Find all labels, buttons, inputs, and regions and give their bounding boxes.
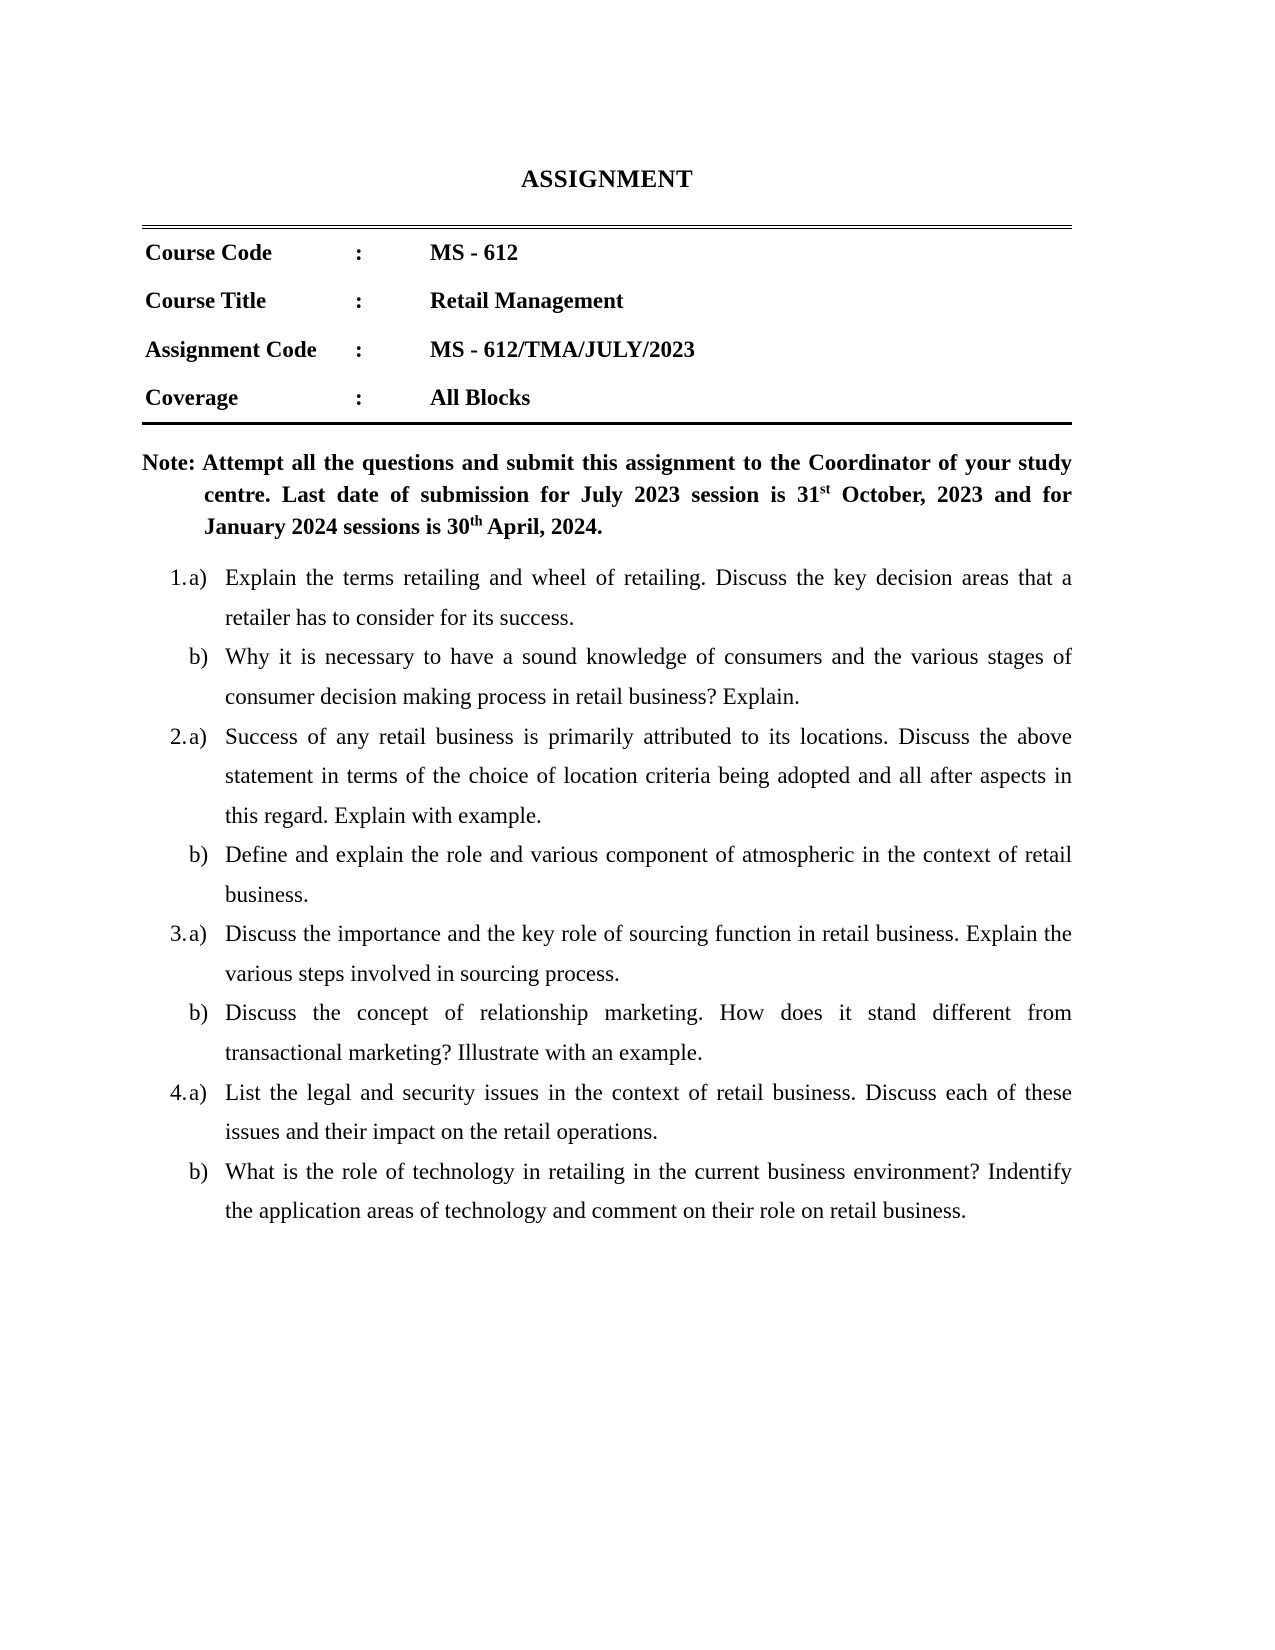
table-row <box>142 227 1072 277</box>
info-colon: : <box>355 288 363 314</box>
note-ordinal-suffix-st: st <box>820 481 831 498</box>
question-parts <box>189 914 1072 1072</box>
info-colon: : <box>355 336 363 362</box>
question-number: 4. <box>170 1079 188 1105</box>
part-text: List the legal and security issues in the context of retail business. Discuss each of these issues and their impact on the retail operations. <box>225 1079 1072 1145</box>
question-parts <box>189 717 1072 915</box>
question-number: 1. <box>170 565 188 591</box>
question-part <box>189 1152 1072 1231</box>
question-1 <box>142 558 1072 716</box>
part-text: Success of any retail business is primarily attributed to its locations. Discuss the above statement in terms of the choice of location criteria being adopted and all after aspects in this regard. Explain with example. <box>225 723 1072 828</box>
question-part <box>189 1073 1072 1152</box>
info-label-course-code: Course Code <box>145 240 273 265</box>
info-label-course-title: Course Title <box>145 288 267 314</box>
question-number: 2. <box>170 723 188 749</box>
note-text-part-2: October, 2023 and for January 2024 sessions is 30 <box>204 481 1072 539</box>
info-label-assignment-code: Assignment Code <box>145 336 317 362</box>
question-4 <box>142 1073 1072 1231</box>
part-label: b) <box>189 1000 209 1026</box>
part-label: a) <box>189 723 207 749</box>
question-3 <box>142 914 1072 1072</box>
info-colon: : <box>355 240 363 265</box>
part-text: Define and explain the role and various component of atmospheric in the context of retail business. <box>225 842 1072 907</box>
part-text: Discuss the concept of relationship marketing. How does it stand different from transactional marketing? Illustrate with an example. <box>225 1000 1072 1065</box>
part-label: b) <box>189 1158 209 1184</box>
submission-note-body <box>142 447 1072 542</box>
question-part <box>189 637 1072 716</box>
info-value-assignment-code: MS - 612/TMA/JULY/2023 <box>430 336 695 362</box>
submission-note <box>142 447 1072 542</box>
table-row <box>142 277 1072 325</box>
table-row <box>142 326 1072 374</box>
part-label: b) <box>189 842 209 868</box>
info-value-course-title: Retail Management <box>430 288 624 314</box>
info-value-course-code: MS - 612 <box>430 240 519 265</box>
part-label: a) <box>189 921 207 947</box>
note-text-part-1: Attempt all the questions and submit this assignment to the Coordinator of your study centre. Last date of submission for July 2023 session is 31 <box>195 450 1072 507</box>
course-info-table <box>142 225 1072 425</box>
question-part <box>189 558 1072 637</box>
part-text: Discuss the importance and the key role of sourcing function in retail business. Explain the various steps involved in sourcing process. <box>225 921 1072 986</box>
page-content <box>142 0 1072 1231</box>
info-value-coverage: All Blocks <box>430 384 531 410</box>
course-info-body <box>142 227 1072 424</box>
questions-list <box>142 558 1072 1230</box>
question-number: 3. <box>170 921 188 947</box>
question-parts <box>189 558 1072 716</box>
part-label: b) <box>189 644 209 670</box>
note-text-part-3: April, 2024. <box>482 513 603 539</box>
part-label: a) <box>189 1079 207 1105</box>
info-label-coverage: Coverage <box>145 384 239 410</box>
question-part <box>189 993 1072 1072</box>
part-text: What is the role of technology in retailing in the current business environment? Indentify the application areas of technology and comment on their role on retail business. <box>225 1158 1072 1224</box>
question-parts <box>189 1073 1072 1231</box>
question-part <box>189 717 1072 836</box>
question-2 <box>142 717 1072 915</box>
question-part <box>189 835 1072 914</box>
info-colon: : <box>355 384 363 410</box>
note-ordinal-suffix-th: th <box>469 513 483 529</box>
question-part <box>189 914 1072 993</box>
page-title: ASSIGNMENT <box>520 166 694 193</box>
part-text: Explain the terms retailing and wheel of retailing. Discuss the key decision areas that a retailer has to consider for its success. <box>225 565 1072 630</box>
part-label: a) <box>189 565 207 591</box>
note-prefix: Note: <box>142 450 196 476</box>
part-text: Why it is necessary to have a sound knowledge of consumers and the various stages of consumer decision making process in retail business? Explain. <box>225 644 1072 710</box>
table-row <box>142 374 1072 424</box>
